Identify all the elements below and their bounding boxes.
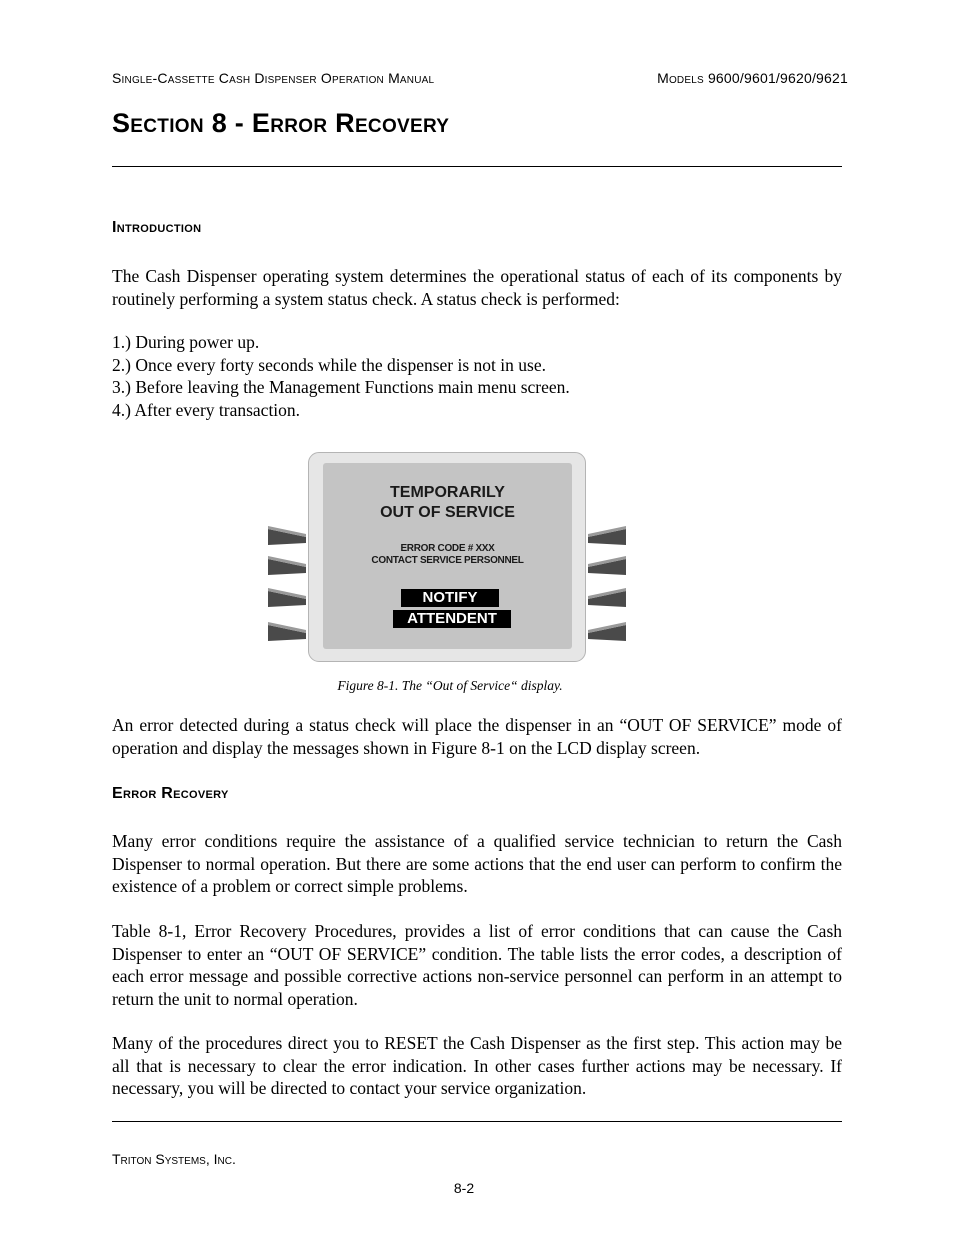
status-check-list	[112, 331, 570, 421]
notify-label: NOTIFY	[401, 589, 499, 607]
left-function-key-icon	[266, 524, 308, 546]
left-function-key-icon	[266, 586, 308, 608]
right-function-key-icon	[586, 554, 628, 576]
list-item: 1.) During power up.	[112, 332, 260, 352]
right-function-key-icon	[586, 586, 628, 608]
screen-line-temporarily: TEMPORARILY	[390, 484, 505, 501]
error-recovery-paragraph-1: Many error conditions require the assistance of a qualified service technician to return the Cash Dispenser to normal operation. But there are some actions that the end user can perform to confirm the existence of a problem or correct simple problems.	[112, 831, 842, 896]
out-of-service-display-figure	[262, 452, 634, 664]
introduction-paragraph: The Cash Dispenser operating system determines the operational status of each of its components by routinely performing a system status check. A status check is performed:	[112, 266, 842, 309]
title-rule	[112, 166, 842, 167]
screen-error-code: ERROR CODE # XXX	[400, 543, 495, 554]
running-header-title: Single-Cassette Cash Dispenser Operation Manual	[112, 70, 435, 86]
section-title: Section 8 - Error Recovery	[112, 108, 450, 138]
footer-company: Triton Systems, Inc.	[112, 1151, 236, 1167]
figure-caption: Figure 8-1. The “Out of Service“ display.	[337, 678, 563, 693]
attendent-label: ATTENDENT	[393, 610, 511, 628]
footer-rule	[112, 1121, 842, 1122]
left-function-key-icon	[266, 620, 308, 642]
introduction-heading: Introduction	[112, 219, 202, 236]
error-recovery-paragraph-3: Many of the procedures direct you to RESET the Cash Dispenser as the first step. This action may be all that is necessary to clear the error indication. In other cases further actions may be necessary. If necessary, you will be directed to contact your service organization.	[112, 1033, 842, 1098]
screen-line-out-of-service: OUT OF SERVICE	[380, 504, 515, 521]
right-function-key-icon	[586, 620, 628, 642]
list-item: 4.) After every transaction.	[112, 399, 301, 420]
page-number: 8-2	[453, 1180, 475, 1196]
out-of-service-paragraph: An error detected during a status check will place the dispenser in an “OUT OF SERVICE” mode of operation and display the messages shown in Figure 8-1 on the LCD display screen.	[112, 715, 842, 758]
list-item: 2.) Once every forty seconds while the dispenser is not in use.	[112, 354, 546, 375]
screen-contact-service: CONTACT SERVICE PERSONNEL	[371, 555, 524, 566]
error-recovery-paragraph-2: Table 8-1, Error Recovery Procedures, provides a list of error conditions that can cause the Cash Dispenser to enter an “OUT OF SERVICE” condition. The table lists the error codes, a description of each error message and possible corrective actions non-service personnel can perform in an attempt to return the unit to normal operation.	[112, 921, 842, 1009]
lcd-bezel	[308, 452, 586, 662]
list-item: 3.) Before leaving the Management Functions main menu screen.	[112, 377, 570, 397]
running-header-models: Models 9600/9601/9620/9621	[657, 70, 848, 86]
error-recovery-heading: Error Recovery	[112, 785, 229, 802]
right-function-key-icon	[586, 524, 628, 546]
lcd-screen	[323, 463, 572, 649]
left-function-key-icon	[266, 554, 308, 576]
